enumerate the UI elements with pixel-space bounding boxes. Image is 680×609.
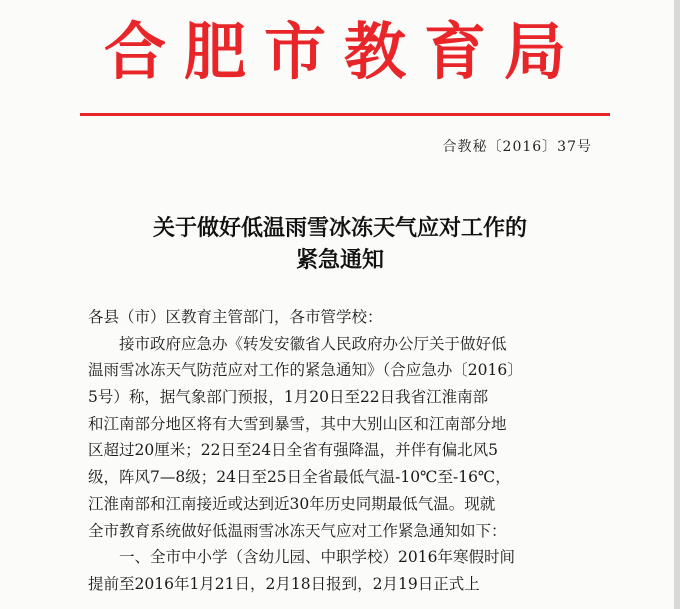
salutation: 各县（市）区教育主管部门，各市管学校： [88,308,383,326]
body-line: 一、全市中小学（含幼儿园、中职学校）2016年寒假时间 [119,548,515,567]
title-line-2: 紧急通知 [295,247,384,273]
body-line: 提前至2016年1月21日，2月18日报到，2月19日正式上 [88,574,480,593]
body-line: 级，阵风7—8级；24日至25日全省最低气温-10℃至-16℃， [88,468,511,487]
body-line: 接市政府应急办《转发安徽省人民政府办公厅关于做好低 [119,334,507,353]
body-line: 江淮南部和江南接近或达到近30年历史同期最低气温。现就 [88,494,496,513]
body-line: 和江南部分地区将有大雪到暴雪，其中大别山区和江南部分地 [88,414,507,433]
masthead-divider [80,113,610,116]
document-title [0,212,680,276]
body-line: 温雨雪冰冻天气防范应对工作的紧急通知》（合应急办〔2016〕 [88,361,523,380]
body-line: 区超过20厘米；22日至24日全省有强降温，并伴有偏北风5 [88,441,499,460]
document-body [88,304,578,598]
title-line-1: 关于做好低温雨雪冰冻天气应对工作的 [152,215,527,241]
agency-masthead: 合肥市教育局 [103,15,584,88]
body-line: 全市教育系统做好低温雨雪冰冻天气应对工作紧急通知如下： [88,521,507,540]
document-number: 合教秘〔2016〕37号 [442,139,592,155]
body-line: 5号）称，据气象部门预报，1月20日至22日我省江淮南部 [88,388,489,407]
